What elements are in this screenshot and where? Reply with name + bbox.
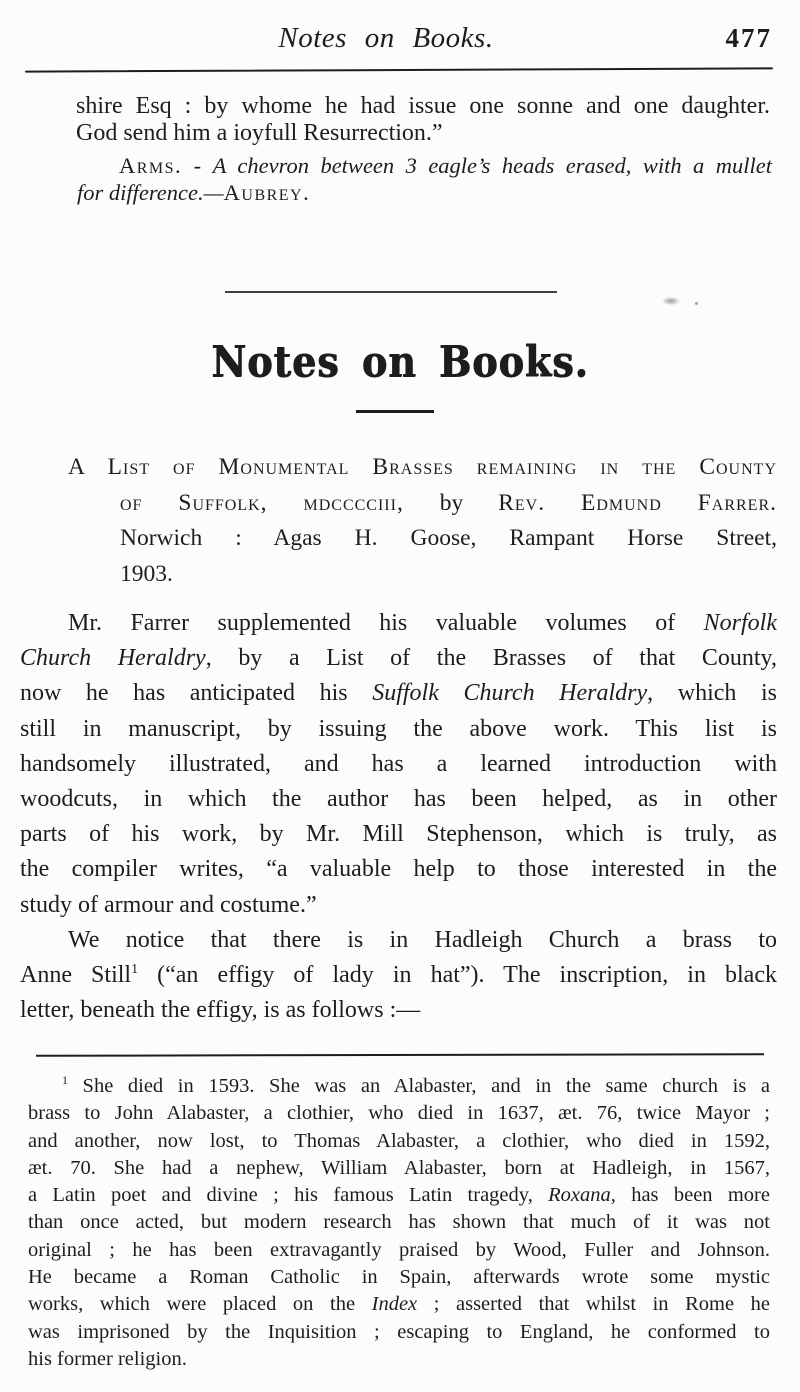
text-line: his former religion. bbox=[28, 1347, 187, 1370]
text-line: for difference.—Aubrey. bbox=[77, 180, 311, 205]
text-line: now he has anticipated his Suffolk Church Heraldry, which is bbox=[20, 680, 777, 707]
running-header bbox=[0, 22, 800, 62]
text-line: We notice that there is in Hadleigh Church a brass to bbox=[68, 926, 777, 953]
section-divider-rule bbox=[225, 291, 557, 293]
text-line: original ; he has been extravagantly praised by Wood, Fuller and Johnson. bbox=[28, 1238, 770, 1261]
scan-smudge-artifact bbox=[662, 297, 680, 305]
text-line: Anne Still$^1$ (“an effigy of lady in hat”). The inscription, in black bbox=[20, 962, 777, 989]
text-line: study of armour and costume.” bbox=[20, 891, 317, 918]
text-line: the compiler writes, “a valuable help to those interested in the bbox=[20, 856, 777, 883]
text-line: woodcuts, in which the author has been helped, as in other bbox=[20, 786, 777, 813]
running-header-title: Notes on Books. bbox=[278, 22, 494, 54]
text-line: 1903. bbox=[120, 560, 173, 587]
title-underline-rule bbox=[356, 410, 434, 413]
text-line: æt. 70. She had a nephew, William Alabaster, born at Hadleigh, in 1567, bbox=[28, 1156, 770, 1179]
text-line: and another, now lost, to Thomas Alabaster, a clothier, who died in 1592, bbox=[28, 1129, 770, 1152]
review-paragraph bbox=[20, 606, 777, 923]
text-line: He became a Roman Catholic in Spain, afterwards wrote some mystic bbox=[28, 1266, 770, 1289]
text-line: parts of his work, by Mr. Mill Stephenson, which is truly, as bbox=[20, 821, 777, 848]
text-line: God send him a ioyfull Resurrection.” bbox=[76, 119, 443, 146]
book-heading bbox=[20, 450, 777, 592]
carryover-paragraph bbox=[76, 93, 770, 146]
text-line: shire Esq : by whome he had issue one sonne and one daughter. bbox=[76, 93, 770, 119]
text-line: was imprisoned by the Inquisition ; escaping to England, he conformed to bbox=[28, 1320, 770, 1343]
text-line: brass to John Alabaster, a clothier, who died in 1637, æt. 76, twice Mayor ; bbox=[28, 1102, 770, 1125]
text-line: handsomely illustrated, and has a learned introduction with bbox=[20, 750, 777, 777]
text-line: still in manuscript, by issuing the above work. This list is bbox=[20, 715, 777, 742]
arms-paragraph bbox=[77, 152, 772, 206]
text-line: a Latin poet and divine ; his famous Latin tragedy, Roxana, has been more bbox=[28, 1184, 770, 1207]
text-line: of Suffolk, mdcccciii, by Rev. Edmund Farrer. bbox=[120, 489, 778, 516]
text-line: Arms. - A chevron between 3 eagle’s heads erased, with a mullet bbox=[119, 153, 772, 178]
text-line: A List of Monumental Brasses remaining in the County bbox=[68, 454, 777, 480]
scan-dot-artifact bbox=[695, 302, 698, 305]
text-line: works, which were placed on the Index ; asserted that whilst in Rome he bbox=[28, 1293, 770, 1316]
section-title: Notes on Books. bbox=[211, 336, 589, 387]
text-line: Mr. Farrer supplemented his valuable volumes of Norfolk bbox=[68, 610, 777, 636]
page-number: 477 bbox=[725, 23, 772, 53]
hadleigh-paragraph bbox=[20, 923, 777, 1029]
main-text bbox=[20, 606, 777, 1028]
text-line: Norwich : Agas H. Goose, Rampant Horse Street, bbox=[120, 525, 777, 551]
text-line: than once acted, but modern research has shown that much of it was not bbox=[28, 1211, 770, 1234]
footnote-rule bbox=[36, 1053, 764, 1057]
text-line: $^1$ She died in 1593. She was an Alabaster, and in the same church is a bbox=[62, 1073, 770, 1097]
footnote bbox=[28, 1073, 770, 1373]
header-rule bbox=[25, 67, 773, 73]
text-line: Church Heraldry, by a List of the Brasses of that County, bbox=[20, 645, 777, 672]
text-line: letter, beneath the effigy, is as follows :— bbox=[20, 997, 421, 1024]
